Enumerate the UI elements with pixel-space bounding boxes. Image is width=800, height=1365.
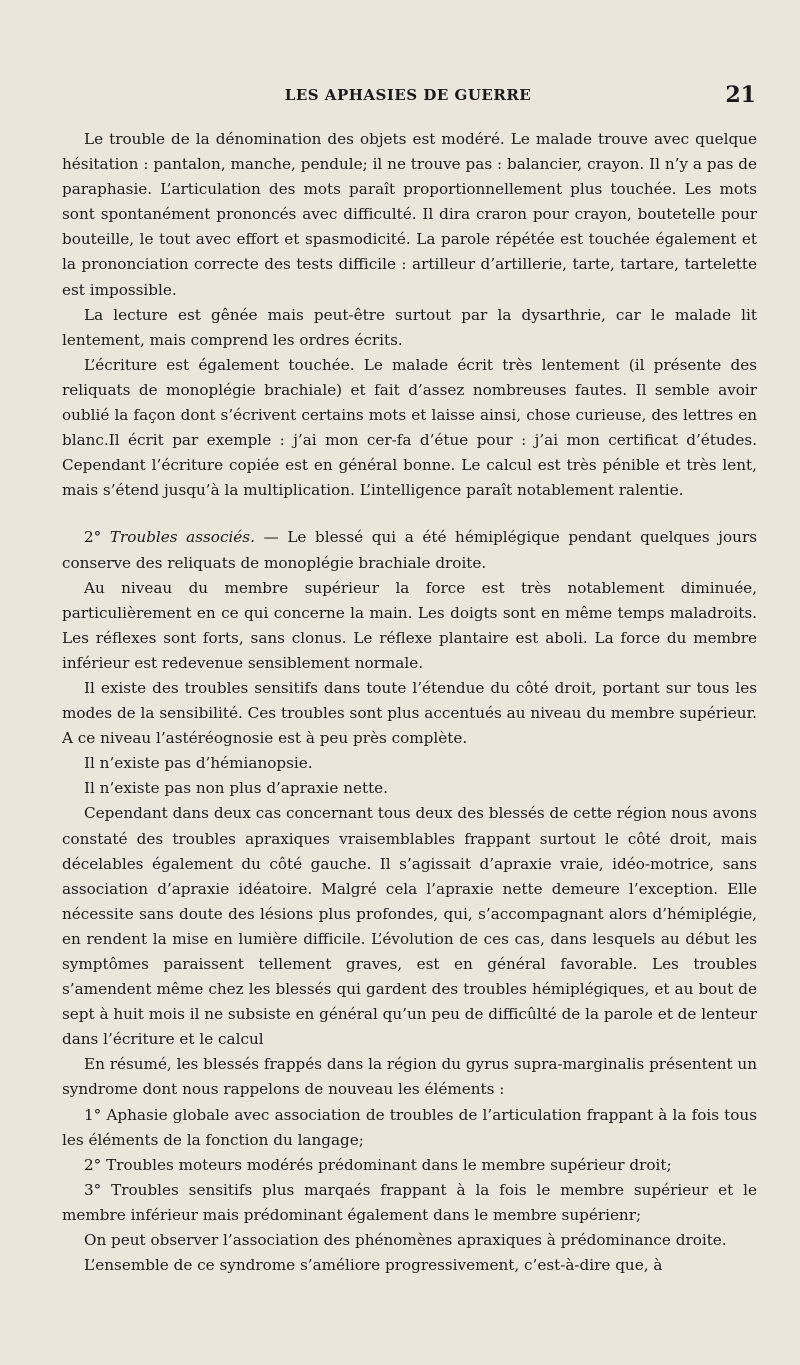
paragraph-troubles-sensitifs: Il existe des troubles sensitifs dans toute l’étendue du côté droit, portant sur tous les modes de la sensibilité. Ces troubles sont plus accentués au niveau du membre supérieur. A ce niveau l’astéréognosie est à peu près complète. [62, 678, 757, 748]
running-title: LES APHASIES DE GUERRE [284, 86, 532, 104]
list-item-troubles-moteurs: 2° Troubles moteurs modérés prédominant dans le membre supérieur droit; [84, 1155, 672, 1174]
section-intro-text: — Le blessé qui a été hémiplégique pendant quelques jours conserve des reliquats de monoplégie brachiale droite. [62, 528, 757, 572]
section-number: 2° [84, 528, 110, 547]
paragraph-association: On peut observer l’association des phénomènes apraxiques à prédominance droite. [84, 1231, 727, 1250]
page-number: 21 [725, 82, 756, 108]
paragraph-troubles-associes [62, 525, 757, 575]
list-item-aphasie: 1° Aphasie globale avec association de troubles de l’articulation frappant à la fois tous les éléments de la fonction du langage; [62, 1105, 757, 1149]
running-head [58, 82, 758, 110]
paragraph-denomination: Le trouble de la dénomination des objets est modéré. Le malade trouve avec quelque hésitation : pantalon, manche, pendule; il ne trouve pas : balancier, crayon. Il n’y a pas de paraphasie. L’articulation des mots paraît proportionnellement plus touchée. Les mots sont spontanément prononcés avec difficulté. Il dira craron pour crayon, boutetelle pour bouteille, le tout avec effort et spasmodicité. La parole répétée est touchée également et la prononciation correcte des tests difficile : artilleur d’artillerie, tarte, tartare, tartelette est impossible. [62, 130, 757, 299]
paragraph-apraxie: Il n’existe pas non plus d’apraxie nette. [84, 779, 389, 798]
paragraph-hemianopsie: Il n’existe pas d’hémianopsie. [84, 754, 313, 773]
paragraph-ecriture: L’écriture est également touchée. Le malade écrit très lentement (il présente des reliquats de monoplégie brachiale) et fait d’assez nombreuses fautes. Il semble avoir oublié la façon dont s’écrivent certains mots et laisse ainsi, chose curieuse, des lettres en blanc.Il écrit par exemple : j’ai mon cer-fa d’étue pour : j’ai mon certificat d’études. Cependant l’écriture copiée est en général bonne. Le calcul est très pénible et très lent, mais s’étend jusqu’à la multiplication. L’intelligence paraît notablement ralentie. [62, 355, 757, 500]
paragraph-lecture: La lecture est gênée mais peut-être surtout par la dysarthrie, car le malade lit lentement, mais comprend les ordres écrits. [62, 305, 757, 349]
list-item-troubles-sensitifs: 3° Troubles sensitifs plus marqaés frappant à la fois le membre supérieur et le membre inférieur mais prédominant également dans le membre supérienr; [62, 1180, 757, 1224]
paragraph-ensemble: L’ensemble de ce syndrome s’améliore progressivement, c’est-à-dire que, à [84, 1256, 663, 1275]
body-text [62, 127, 757, 1278]
paragraph-cas-apraxiques: Cependant dans deux cas concernant tous deux des blessés de cette région nous avons constaté des troubles apraxiques vraisemblables frappant surtout le côté droit, mais décelables également du côté gauche. Il s’agissait d’apraxie vraie, idéo-motrice, sans association d’apraxie idéatoire. Malgré cela l’apraxie nette demeure l’exception. Elle nécessite sans doute des lésions plus profondes, qui, s’accompagnant alors d’hémiplégie, en rendent la mise en lumière difficile. L’évolution de ces cas, dans lesquels au début les symptômes paraissent tellement graves, est en général favorable. Les troubles s’amendent même chez les blessés qui gardent des troubles hémiplégiques, et au bout de sept à huit mois il ne subsiste en général qu’un peu de difficûlté de la parole et de lenteur dans l’écriture et le calcul [62, 804, 757, 1049]
paragraph-membre-superieur: Au niveau du membre supérieur la force est très notablement diminuée, particulièrement en ce qui concerne la main. Les doigts sont en même temps maladroits. Les réflexes sont forts, sans clonus. Le réflexe plantaire est aboli. La force du membre inférieur est redevenue sensiblement normale. [62, 578, 757, 672]
section-heading: Troubles associés. [109, 528, 255, 547]
paragraph-resume: En résumé, les blessés frappés dans la région du gyrus supra-marginalis présentent un syndrome dont nous rappelons de nouveau les éléments : [62, 1055, 757, 1099]
